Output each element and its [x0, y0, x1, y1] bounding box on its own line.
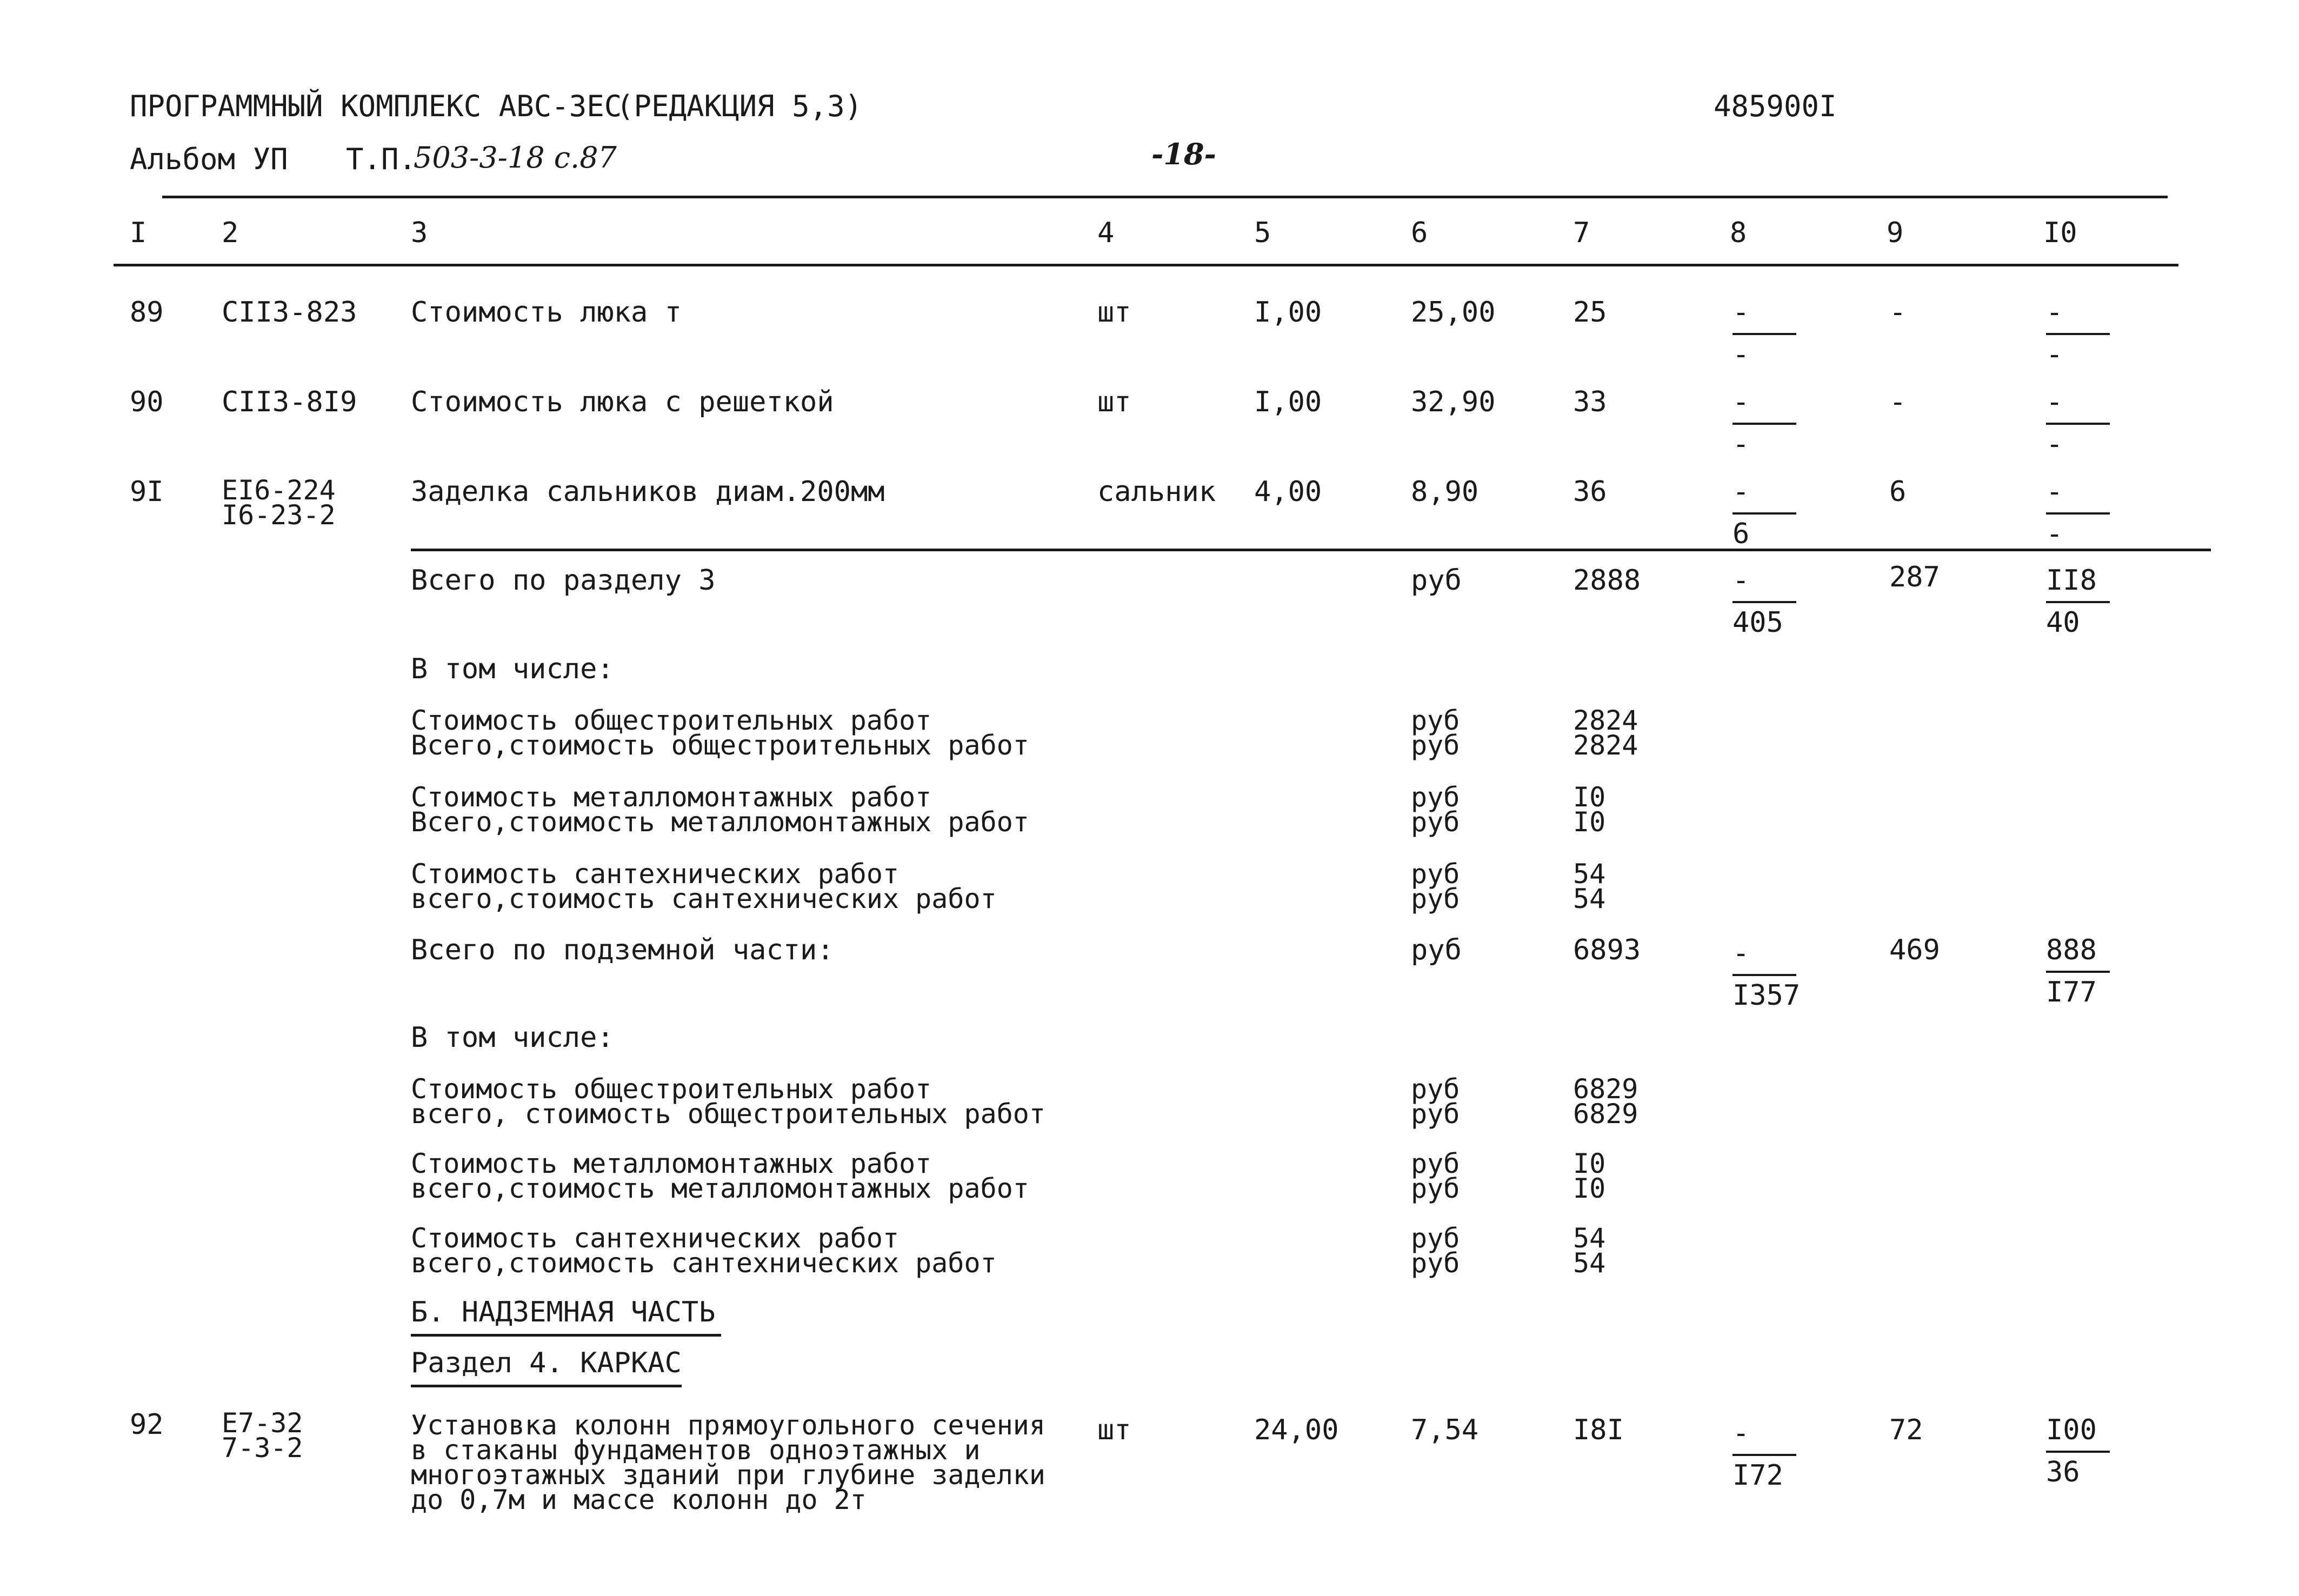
fraction-top: I00 [2046, 1414, 2097, 1446]
fraction-bar [1732, 974, 1796, 976]
unit-line: руб [1411, 1247, 1460, 1279]
value-line: 6829 [1573, 1073, 1638, 1105]
breakdown-line: всего,стоимость сантехнических работ [411, 1247, 997, 1279]
row-code-line: 7-3-2 [222, 1432, 303, 1464]
underground-col9: 469 [1889, 934, 1940, 966]
row-code-line: E7-32 [222, 1407, 303, 1439]
col-header-6: 6 [1411, 217, 1428, 249]
breakdown-general-label [411, 1073, 1045, 1130]
row-unit-price: 25,00 [1411, 296, 1496, 329]
fraction-top: - [2046, 476, 2063, 508]
value-line: I0 [1573, 1173, 1606, 1204]
unit-line: руб [1411, 705, 1460, 736]
fraction-bar [2046, 333, 2110, 335]
row-unit: сальник [1097, 476, 1216, 508]
breakdown-line: Всего,стоимость общестроительных работ [411, 730, 1029, 761]
row-col9: - [1889, 386, 1907, 418]
fraction-top: - [1732, 937, 1750, 970]
fraction-top: - [1732, 476, 1750, 508]
row-quantity: 24,00 [1254, 1414, 1339, 1446]
row-description: Заделка сальников диам.200мм [411, 476, 885, 508]
col-header-9: 9 [1887, 217, 1904, 249]
value-line: 54 [1573, 1247, 1606, 1279]
value-line: 2824 [1573, 705, 1638, 736]
breakdown-line: всего, стоимость общестроительных работ [411, 1098, 1045, 1130]
row-total: 33 [1573, 386, 1607, 418]
fraction-bottom: - [1732, 338, 1750, 371]
breakdown-metal-label [411, 782, 1029, 838]
row-total: 36 [1573, 476, 1607, 508]
fraction-bottom: 36 [2046, 1456, 2080, 1488]
row-col9: 72 [1889, 1414, 1923, 1446]
breakdown-metal-value [1573, 1148, 1606, 1204]
row-description: Стоимость люка с решеткой [411, 386, 834, 418]
fraction-top: II8 [2046, 564, 2097, 597]
fraction-bottom: I357 [1732, 979, 1801, 1012]
fraction-bar [1732, 512, 1796, 515]
breakdown-metal-unit [1411, 1148, 1460, 1204]
row-code: CII3-8I9 [222, 386, 357, 418]
row-unit-price: 8,90 [1411, 476, 1479, 508]
program-title: ПРОГРАММНЫЙ КОМПЛЕКС АВС-3ЕС [130, 89, 622, 123]
value-line: 2824 [1573, 730, 1638, 761]
breakdown-line: Стоимость металломонтажных работ [411, 782, 932, 813]
row-code-line: EI6-224 [222, 475, 336, 506]
breakdown-line: Всего,стоимость металломонтажных работ [411, 806, 1029, 838]
row-code-line: I6-23-2 [222, 499, 336, 531]
fraction-bar [2046, 601, 2110, 603]
col-header-10: I0 [2043, 217, 2077, 249]
row-quantity: I,00 [1254, 386, 1322, 418]
value-line: I0 [1573, 1148, 1606, 1179]
breakdown-line: всего,стоимость металломонтажных работ [411, 1173, 1029, 1204]
row-unit: шт [1097, 1414, 1131, 1446]
breakdown-general-unit [1411, 1073, 1460, 1130]
row-description [411, 1410, 1045, 1515]
fraction-bottom: 40 [2046, 606, 2080, 639]
fraction-bar [1732, 423, 1796, 425]
header-top-rule [162, 196, 2168, 198]
value-line: 54 [1573, 1223, 1606, 1254]
underground-total-value: 6893 [1573, 934, 1641, 966]
breakdown-line: Стоимость общестроительных работ [411, 1073, 932, 1105]
fraction-bar [2046, 971, 2110, 973]
value-line: I0 [1573, 806, 1606, 838]
breakdown-line: Стоимость общестроительных работ [411, 705, 932, 736]
fraction-top: - [1732, 564, 1750, 597]
section3-total-unit: руб [1411, 564, 1462, 597]
row-total: 25 [1573, 296, 1607, 329]
unit-line: руб [1411, 1073, 1460, 1105]
tp-prefix: Т.П. [346, 142, 417, 176]
row-code: CII3-823 [222, 296, 357, 329]
part-b-heading: Б. НАДЗЕМНАЯ ЧАСТЬ [411, 1298, 721, 1337]
col-header-8: 8 [1730, 217, 1747, 249]
row-quantity: I,00 [1254, 296, 1322, 329]
fraction-bottom: - [2046, 518, 2063, 550]
program-edition: (РЕДАКЦИЯ 5,3) [616, 89, 863, 123]
album-label: Альбом УП [130, 142, 288, 176]
value-line: 54 [1573, 858, 1606, 890]
col-header-7: 7 [1573, 217, 1590, 249]
value-line: 6829 [1573, 1098, 1638, 1130]
fraction-bar [2046, 423, 2110, 425]
breakdown-line: Стоимость сантехнических работ [411, 1223, 899, 1254]
breakdown-line: всего,стоимость сантехнических работ [411, 883, 997, 914]
document-number: 485900I [1714, 89, 1837, 123]
row-number: 92 [130, 1408, 164, 1441]
row-unit-price: 7,54 [1411, 1414, 1479, 1446]
section3-total-label: Всего по разделу 3 [411, 564, 716, 597]
header-bottom-rule [114, 264, 2178, 266]
breakdown-metal-unit [1411, 782, 1460, 838]
fraction-bottom: - [1732, 428, 1750, 460]
col-header-3: 3 [411, 217, 428, 249]
breakdown-metal-value [1573, 782, 1606, 838]
unit-line: руб [1411, 782, 1460, 813]
fraction-bottom: 6 [1732, 518, 1750, 550]
page-number: -18- [1151, 137, 1216, 171]
unit-line: руб [1411, 1223, 1460, 1254]
breakdown-plumbing-value [1573, 858, 1606, 914]
col-header-2: 2 [222, 217, 239, 249]
row-unit: шт [1097, 296, 1131, 329]
tp-code: 503-3-18 с.87 [414, 141, 617, 175]
section-total-rule [411, 549, 2211, 551]
fraction-bottom: I77 [2046, 976, 2097, 1009]
col-header-1: I [130, 217, 147, 249]
fraction-bar [2046, 512, 2110, 515]
row-total: I8I [1573, 1414, 1624, 1446]
col-header-5: 5 [1254, 217, 1271, 249]
fraction-top: 888 [2046, 934, 2097, 966]
breakdown-general-value [1573, 705, 1638, 761]
breakdown-plumbing-value [1573, 1223, 1606, 1279]
fraction-bar [1732, 333, 1796, 335]
fraction-bottom: - [2046, 428, 2063, 460]
section3-col9: 287 [1889, 561, 1940, 593]
breakdown-plumbing-label [411, 1223, 997, 1279]
row-col9: - [1889, 296, 1907, 329]
value-line: I0 [1573, 782, 1606, 813]
row-number: 9I [130, 476, 164, 508]
fraction-bottom: - [2046, 338, 2063, 371]
breakdown-general-label [411, 705, 1029, 761]
underground-total-unit: руб [1411, 934, 1462, 966]
unit-line: руб [1411, 806, 1460, 838]
breakdown-line: Стоимость металломонтажных работ [411, 1148, 932, 1179]
row-unit: шт [1097, 386, 1131, 418]
row-unit-price: 32,90 [1411, 386, 1496, 418]
unit-line: руб [1411, 1098, 1460, 1130]
breakdown-general-value [1573, 1073, 1638, 1130]
underground-total-label: Всего по подземной части: [411, 934, 834, 966]
unit-line: руб [1411, 883, 1460, 914]
including-label: В том числе: [411, 1021, 614, 1054]
fraction-bar [1732, 601, 1796, 603]
row-number: 89 [130, 296, 164, 329]
row-code [222, 1407, 303, 1464]
fraction-bottom: 405 [1732, 606, 1783, 639]
fraction-top: - [1732, 386, 1750, 418]
description-line: многоэтажных зданий при глубине заделки [411, 1459, 1045, 1491]
including-label: В том числе: [411, 653, 614, 685]
breakdown-line: Стоимость сантехнических работ [411, 858, 899, 890]
breakdown-plumbing-label [411, 858, 997, 914]
description-line: до 0,7м и массе колонн до 2т [411, 1484, 867, 1515]
row-number: 90 [130, 386, 164, 418]
row-col9: 6 [1889, 476, 1907, 508]
description-line: Установка колонн прямоугольного сечения [411, 1410, 1045, 1441]
fraction-top: - [2046, 296, 2063, 329]
section3-total-value: 2888 [1573, 564, 1641, 597]
value-line: 54 [1573, 883, 1606, 914]
breakdown-general-unit [1411, 705, 1460, 761]
unit-line: руб [1411, 1148, 1460, 1179]
description-line: в стаканы фундаментов одноэтажных и [411, 1434, 981, 1466]
fraction-top: - [1732, 296, 1750, 329]
fraction-bar [2046, 1451, 2110, 1453]
breakdown-plumbing-unit [1411, 1223, 1460, 1279]
row-quantity: 4,00 [1254, 476, 1322, 508]
section-4-heading: Раздел 4. КАРКАС [411, 1349, 682, 1387]
unit-line: руб [1411, 858, 1460, 890]
unit-line: руб [1411, 1173, 1460, 1204]
fraction-bottom: I72 [1732, 1459, 1783, 1492]
row-description: Стоимость люка т [411, 296, 682, 329]
fraction-top: - [1732, 1417, 1750, 1450]
breakdown-plumbing-unit [1411, 858, 1460, 914]
row-code [222, 475, 336, 531]
col-header-4: 4 [1097, 217, 1115, 249]
breakdown-metal-label [411, 1148, 1029, 1204]
fraction-bar [1732, 1454, 1796, 1456]
unit-line: руб [1411, 730, 1460, 761]
fraction-top: - [2046, 386, 2063, 418]
